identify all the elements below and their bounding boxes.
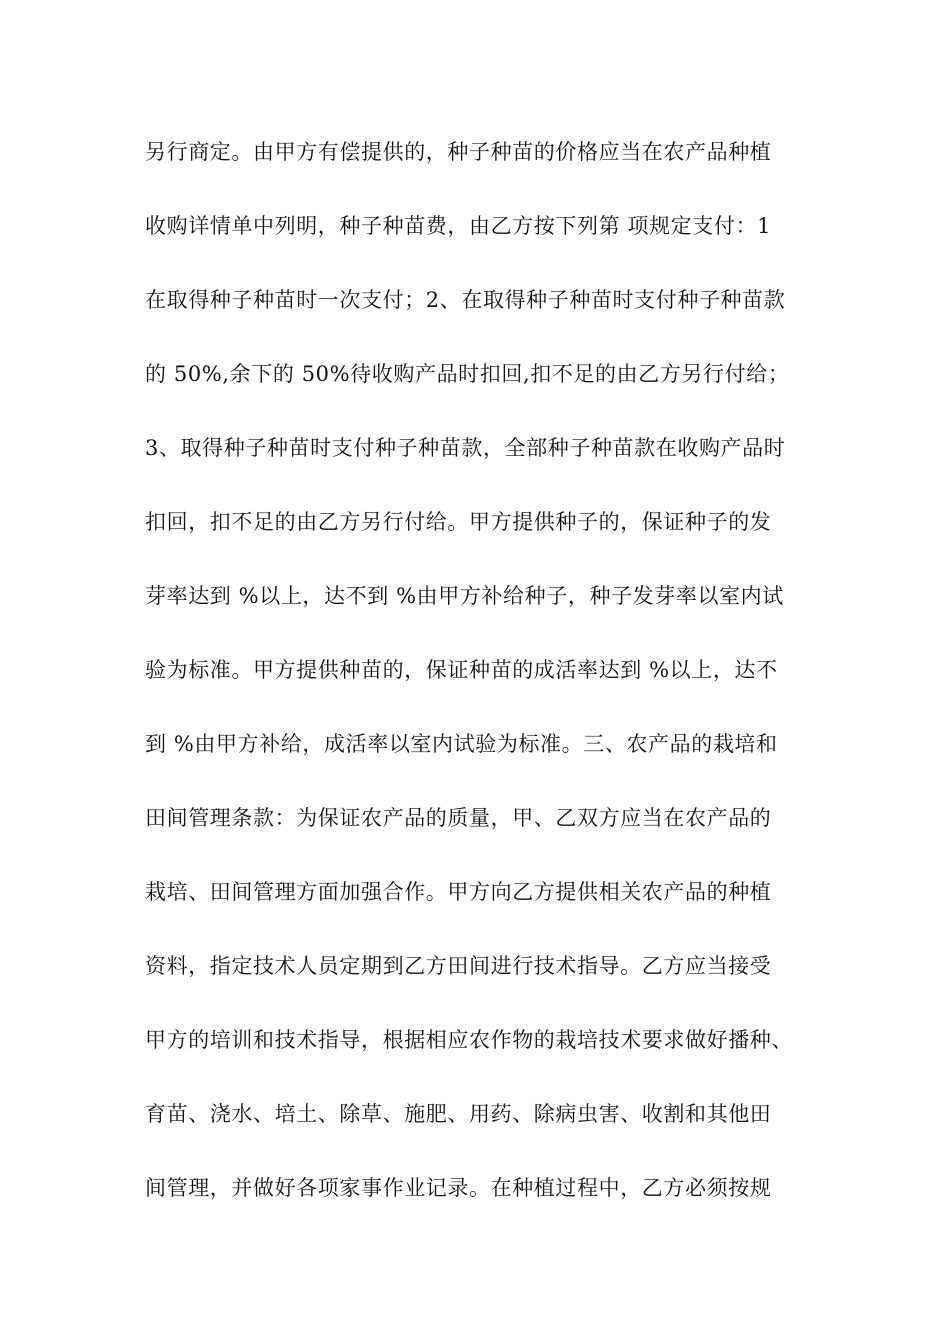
text-line: 资料，指定技术人员定期到乙方田间进行技术指导。乙方应当接受: [145, 954, 772, 978]
text-line: 3、取得种子种苗时支付种子种苗款，全部种子种苗款在收购产品时: [145, 436, 786, 460]
text-line: 另行商定。由甲方有偿提供的，种子种苗的价格应当在农产品种植: [145, 140, 772, 164]
text-line: 甲方的培训和技术指导，根据相应农作物的栽培技术要求做好播种、: [145, 1028, 793, 1052]
body-text: [145, 130, 815, 1240]
text-line: 育苗、浇水、培土、除草、施肥、用药、除病虫害、收割和其他田: [145, 1102, 772, 1126]
text-line: 收购详情单中列明，种子种苗费，由乙方按下列第 项规定支付：1: [145, 214, 772, 238]
text-line: 间管理，并做好各项家事作业记录。在种植过程中，乙方必须按规: [145, 1176, 772, 1200]
text-line: 的 50%,余下的 50%待收购产品时扣回,扣不足的由乙方另行付给；: [145, 362, 790, 386]
text-line: 在取得种子种苗时一次支付；2、在取得种子种苗时支付种子种苗款: [145, 288, 786, 312]
text-line: 栽培、田间管理方面加强合作。甲方向乙方提供相关农产品的种植: [145, 880, 772, 904]
text-line: 扣回，扣不足的由乙方另行付给。甲方提供种子的，保证种子的发: [145, 510, 772, 534]
text-line: 到 %由甲方补给，成活率以室内试验为标准。三、农产品的栽培和: [145, 732, 778, 756]
text-line: 验为标准。甲方提供种苗的，保证种苗的成活率达到 %以上，达不: [145, 658, 778, 682]
text-line: 田间管理条款：为保证农产品的质量，甲、乙双方应当在农产品的: [145, 806, 772, 830]
text-line: 芽率达到 %以上，达不到 %由甲方补给种子，种子发芽率以室内试: [145, 584, 784, 608]
